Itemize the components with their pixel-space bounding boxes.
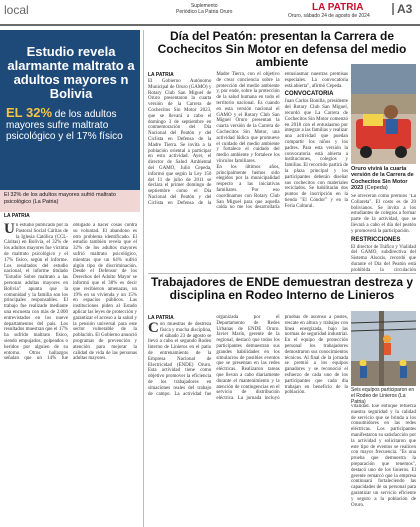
left-story-deck-stat: EL 32% bbox=[6, 105, 53, 120]
column-divider bbox=[143, 30, 144, 527]
supplement-line-1: Suplemento bbox=[190, 3, 218, 9]
story1-paragraph-2: En los últimos años, principalmente hemos sido elegidos por la municipalidad respecto a las iniciativas familiares. Por eso coordinamos con Rotary Club San Miguel para que aquella caída no me los desarrollaría entusiasmar nuestras premisas especiales. La convocatoria está abierta", afirmó Cepeda. bbox=[216, 72, 348, 211]
story1-photo bbox=[351, 64, 416, 164]
story2-sidebar-paragraph: vitalidad. Ese enfoque refuerza nuestra seguridad y la calidad de servicio que se brinda a los consumidores en las redes eléctricas. Los participantes manifestaron su satisfacción por la actividad y solicitaron que este tipo de eventos se realicen con mayor frecuencia. "Es una prueba que demuestra la preparación que tenemos", destacó uno de los linieros. El gerente remarcó que la empresa continuará fortaleciendo las capacidades de su personal para garantizar un servicio eficiente y seguro a la población de Oruro. bbox=[351, 404, 416, 508]
story2-kicker: LA PATRIA bbox=[148, 315, 174, 321]
story-divider bbox=[148, 273, 416, 274]
dateline: Oruro, sábado 24 de agosto de 2024 bbox=[288, 13, 370, 19]
left-story-text: n estudio publicado por la Pastoral Social Cáritas de la Iglesia Católica (CCL-Cáritas) en Bolivia, el 32% de los adultos mayores fue víctima de maltrato psicológico y el 17% físico, según el informe. Los resultados del estudio nacional, el informe titulado "Estudio Sobre maltrato a las personas adultas mayores en Bolivia" apunta que la comunidad y la familia son los principales responsables. El trabajo fue realizado mediante una encuesta con más de 2.000 entrevistados en los nueve departamentos del país. Los resultados muestran que el 17% ha sufrido maltrato físico, siendo empujados, golpeados o heridos por alguien de su entorno. Otros hallazgos señalan que un 14% fue obligado a hacer cosas contra su voluntad. El abandono es otro problema identificado. El estudio también revela que el 32% de los adultos mayores sufrió maltrato psicológico, mientras que un 64% sufrió algún tipo de discriminación. Desde el Defensor de los Derechos del Adulto Mayor se informó que el 38% es decir que recibieron amenazas, un 19% en su vivienda y un 15% en espacios públicos. Las instituciones piden al Estado aplicar las leyes de protección y garantizar el acceso a la salud y la pensión universal para este sector vulnerable de la población. El Gobierno anunció programas de prevención y atención para mejorar la calidad de vida de las personas adultas mayores. bbox=[4, 223, 137, 362]
story2-dropcap: C bbox=[148, 320, 159, 336]
left-story-caption: El 32% de los adultos mayores sufrió maltrato psicológico (La Patria) bbox=[0, 190, 140, 212]
story2-text: on muestras de destreza física y mucha disciplina, el sábado 23 de agosto se llevó a cabo el segundo Rodeo Interno de Linieros en el patio de entrenamiento de la Empresa Nacional de Electricidad (ENDE) Oruro. Esta actividad tiene como objetivo promover la eficiencia de los trabajadores en situaciones reales del trabajo de campo. La actividad fue organizada por el Departamento de Redes Urbanas de ENDE Oruro. Javier Marín, gerente de la regional, destacó que todos los participantes demuestran sus grandes habilidades en los simulacros de posibles eventos que se presentan en las redes eléctricas. Realizaron tareas que llevan a cabo diariamente durante el mantenimiento y la atención de contingencias en el servicio de distribución eléctrica. La jornada incluyó pruebas de ascenso a postes, rescate en altura y trabajos con línea energizada, bajo las normas de seguridad industrial. En el equipo de protección personal los trabajadores demostraron sus conocimientos técnicos. Al final de la jornada se premió a los equipos ganadores y se reconoció el esfuerzo de cada uno de los participantes que cada día trabajan en beneficio de la población. bbox=[148, 315, 348, 402]
linemen-photo-image bbox=[351, 311, 416, 386]
left-story bbox=[0, 30, 140, 527]
story2-photo bbox=[351, 311, 416, 386]
story2-body bbox=[148, 307, 348, 525]
supplement-line-2: Periódico La Patria Oruro bbox=[176, 9, 233, 15]
left-story-deck bbox=[6, 105, 136, 142]
story1-photo-caption bbox=[351, 166, 416, 192]
newspaper-logo: LA PATRIA bbox=[312, 2, 364, 13]
left-story-deck-text: de los adultos mayores sufre maltrato psicológico y el 17% físico bbox=[6, 109, 123, 142]
story1-body bbox=[148, 64, 348, 264]
story1-paragraph-3: Juan Carlos Bonilla, presidente del Rotary Club San Miguel, recordó que La Carrera de Cochecitos Sin Motor comenzó en 2018 con el entusiasmo por integrar a las familias y realizar una actividad que puedan compartir los niños y los padres. Para esta versión la convocatoria está abierta a instituciones, colegios y familias. El recorrido partirá de la plaza principal y los participantes deberán diseñar sus cochecitos con materiales reciclados. Se habilitarán dos puntos de inscripción en la tienda "El Cóndor" y en la Feria Cultural. bbox=[284, 99, 348, 209]
story1-photo-caption-credit: (Cepeda) bbox=[363, 185, 388, 192]
left-story-body bbox=[4, 223, 137, 523]
left-story-title: Estudio revela alarmante maltrato a adultos mayores n Bolivia bbox=[7, 44, 135, 101]
supplement-label bbox=[176, 3, 232, 15]
page-number: A3 bbox=[397, 2, 413, 16]
page-number-bar bbox=[392, 3, 394, 15]
story2-sidebar bbox=[351, 404, 416, 524]
story2-title: Trabajadores de ENDE demuestran destreza y disciplina en Rodeo Interno de Linieros bbox=[150, 275, 414, 302]
story1-sidebar-paragraph-2: El director de Tráfico y Vialidad del GAMO, subdirectiva del Sistema Alsozis, recordó que durante el Día del Peatón está prohibida la circulación bbox=[351, 244, 416, 273]
left-story-kicker: LA PATRIA bbox=[4, 213, 30, 219]
left-story-dropcap: U bbox=[4, 223, 15, 237]
story1-photo-caption-bold: Oruro vivirá la cuarta versión de la Carrera de Cochecitos Sin Motor 2023 bbox=[351, 166, 414, 192]
header-rule bbox=[0, 24, 420, 26]
story1-sidebar bbox=[351, 194, 416, 274]
story1-kicker: LA PATRIA bbox=[148, 72, 174, 78]
story1-sidebar-paragraph: Se ofrecerán como premios "La Collareta". El costo es de 20 bolivianos. Se invita a los estudiantes de colegios a formar parte de la actividad, que se llevará a cabo el día del peatón y promoverá la participación. bbox=[351, 194, 416, 234]
section-label: local bbox=[4, 3, 29, 17]
story1-title: Día del Peatón: presentan la Carrera de Cochecitos Sin Motor en defensa del medio ambiente bbox=[157, 29, 407, 69]
page-header bbox=[0, 0, 420, 30]
race-photo-image bbox=[351, 64, 416, 164]
story1-subhead: CONVOCATORIA bbox=[284, 91, 334, 98]
story2-photo-caption: Seis equipos participaron en el Rodeo de Linieros (La Patria) bbox=[351, 387, 415, 405]
story1-paragraph-1: El Gobierno Autónomo Municipal de Oruro (GAMO) y Rotary Club San Miguel de Oruro presentaron la cuarta versión de la Carrera de Cochecitos Sin Motor 2023, que se llevará a cabo el domingo 3 de septiembre en conmemoración del Día Nacional del Peatón y del Ciclista en Defensa de la Madre Tierra. Se invita a la población oriental a participar en esta actividad. Ayer, el director de Salud Ambiental del GAMO, Julio Cepeda, informó que según la Ley 150 del 11 de julio de 2011 se declara el primer domingo de septiembre como el Día Nacional del Peatón y del Ciclista en Defensa de la Madre Tierra, con el objetivo de crear conciencia sobre la protección del medio ambiente y, por ende, sobre la protección de la salud humana en todo el territorio nacional. Es cuando en esta versión nacional el GAMO y el Rotary Club San Miguel Oruro presentan la cuarta versión de la Carrera de Cochecitos Sin Motor, una actividad lúdica que promueve el cuidado del medio ambiente y fortalece el cuidado del medio ambiente y fortalece los vínculos familiares. bbox=[148, 72, 280, 206]
story1-sidebar-subhead: RESTRICCIONES bbox=[351, 236, 401, 243]
